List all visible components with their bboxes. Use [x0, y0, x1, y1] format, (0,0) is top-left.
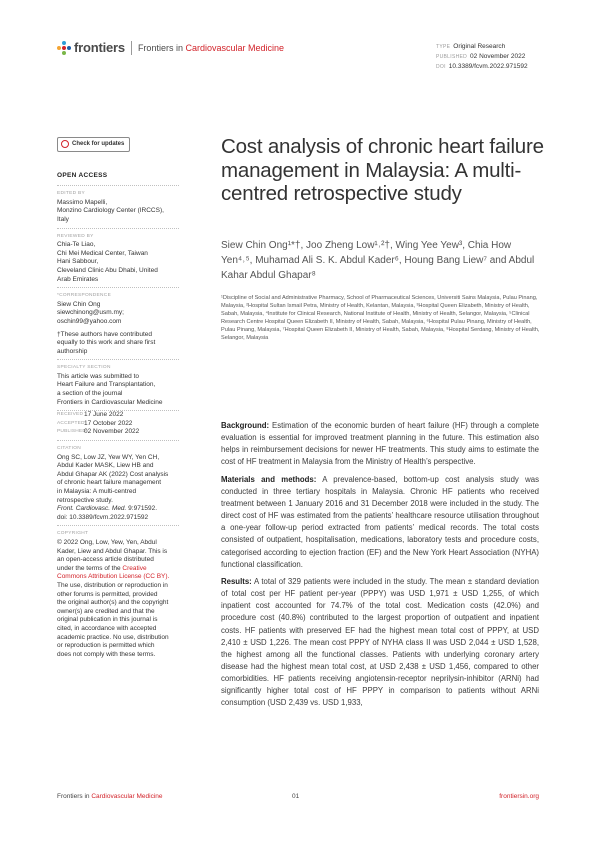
- reviewed-by-line: Cleveland Clinic Abu Dhabi, United: [57, 266, 158, 274]
- divider: [57, 287, 179, 288]
- citation-line: retrospective study.: [57, 496, 113, 504]
- frontiers-logo[interactable]: [57, 40, 284, 55]
- doi-link[interactable]: 10.3389/fcvm.2022.971592: [448, 63, 528, 70]
- edited-by-line: Monzino Cardiology Center (IRCCS),: [57, 207, 164, 215]
- citation-label: CITATION: [57, 446, 82, 452]
- journal-name: [138, 43, 284, 53]
- citation: [57, 454, 179, 523]
- email-link[interactable]: siewchinong@usm.my;: [57, 309, 124, 317]
- received-date: 17 June 2022: [84, 411, 124, 419]
- specialty-label: SPECIALTY SECTION: [57, 365, 111, 371]
- copyright-line: [57, 565, 179, 574]
- background-text: Estimation of the economic burden of heart failure (HF) through a complete evaluation is essential for improved treatment planning in the future. This estimation also helps in reimbursement decisions for newer HF treatments. This study aims to estimate the cost of HF treatment in Malaysia from the Ministry of Health’s perspective.: [221, 421, 539, 467]
- journal-accent: Cardiovascular Medicine: [185, 42, 285, 53]
- copyright-line: other forums is permitted, provided: [57, 590, 158, 598]
- citation-doi[interactable]: doi: 10.3389/fcvm.2022.971592: [57, 513, 149, 521]
- results-heading: Results:: [221, 576, 252, 586]
- abstract: [221, 420, 539, 715]
- journal-prefix: Frontiers in: [137, 42, 183, 53]
- reviewed-by-line: Arab Emirates: [57, 275, 99, 283]
- type-label: TYPE: [436, 44, 451, 50]
- author-list: Siew Chin Ong¹*†, Joo Zheng Low¹˒²†, Wing Yee Yew³, Chia How Yen⁴˒⁵, Muhamad Ali S. K. Abdul Kader⁶, Houng Bang Liew⁷ and Abdul Kahar Abdul Ghapar⁸: [221, 240, 535, 281]
- article-title: Cost analysis of chronic heart failure management in Malaysia: A multi-centred retrospective study: [221, 135, 544, 205]
- license-link[interactable]: Creative: [122, 564, 147, 572]
- copyright-line: or reproduction is permitted which: [57, 642, 155, 650]
- frontiers-logo-icon: [57, 41, 71, 55]
- copyright-line: The use, distribution or reproduction in: [57, 581, 168, 589]
- site-link[interactable]: frontiersin.org: [499, 793, 539, 800]
- divider: [57, 185, 179, 186]
- copyright-text: under the terms of the: [57, 564, 121, 572]
- footer-journal-accent: Cardiovascular Medicine: [91, 793, 163, 800]
- reviewed-by-label: REVIEWED BY: [57, 233, 94, 239]
- citation-line: Abdul Kader MASK, Liew HB and: [57, 462, 154, 470]
- check-updates-label: Check for updates: [72, 141, 125, 147]
- copyright-line: owner(s) are credited and that the: [57, 607, 155, 615]
- email-link[interactable]: oschin99@yahoo.com: [57, 317, 122, 325]
- footnote-line: equally to this work and share first: [57, 339, 156, 347]
- reviewed-by-line: Chia-Te Liao,: [57, 241, 96, 249]
- footer-journal: [57, 793, 163, 800]
- header-divider: [131, 41, 132, 55]
- copyright-line: Kader, Liew and Abdul Ghapar. This is: [57, 547, 168, 555]
- type-value: Original Research: [453, 43, 506, 50]
- footnote-line: †These authors have contributed: [57, 330, 153, 338]
- accepted-label: ACCEPTED: [57, 420, 85, 426]
- page-number: 01: [292, 793, 300, 800]
- correspondence: [57, 301, 179, 327]
- citation-line: Abdul Ghapar AK (2022) Cost analysis: [57, 470, 169, 478]
- abstract-results: [221, 576, 539, 710]
- doi-label: DOI: [436, 64, 446, 70]
- brand-name: frontiers: [74, 40, 125, 55]
- copyright-line: © 2022 Ong, Low, Yew, Yen, Abdul: [57, 538, 157, 546]
- reviewed-by-line: Hani Sabbour,: [57, 258, 99, 266]
- reviewed-by: [57, 241, 179, 284]
- article-meta: [436, 42, 528, 72]
- divider: [57, 228, 179, 229]
- edited-by-label: EDITED BY: [57, 191, 86, 197]
- footnote-line: authorship: [57, 347, 88, 355]
- received-row: [57, 411, 179, 420]
- published-label: PUBLISHED: [57, 429, 86, 435]
- copyright-line: cited, in accordance with accepted: [57, 624, 157, 632]
- citation-volume: 9:971592.: [126, 505, 158, 513]
- reviewed-by-line: Chi Mei Medical Center, Taiwan: [57, 249, 148, 257]
- abstract-methods: [221, 474, 539, 571]
- license-link[interactable]: Commons Attribution License (CC BY).: [57, 573, 170, 581]
- sidebar: [57, 137, 179, 659]
- divider: [57, 440, 179, 441]
- results-text: A total of 329 patients were included in the study. The mean ± standard deviation of total cost per HF patient per-year (PPPY) was USD 1,971 ± USD 1,255, of which inpatient cost accounted for 74.7% of the total cost. Medication costs (42.0%) and procedure cost (40.8%) contributed to the largest proportion of outpatient and inpatient costs. HF patients with preserved EF had the highest mean total cost of PPPY, at USD 2,410 ± USD 1,226. The mean cost PPPY of NYHA class II was USD 2,044 ± USD 1,528, the highest among all the functional classes. Patients with underlying coronary artery disease had the highest mean total cost, at USD 2,438 ± USD 1,456, compared to other comorbidities. HF patients receiving angiotensin-receptor neprilysin-inhibitor (ARNi) had significantly higher total cost of HF PPPY in comparison to patients without ARNi consumption (USD 2,439 vs. USD 1,933,: [221, 576, 539, 708]
- edited-by: [57, 199, 179, 225]
- copyright-line: original publication in this journal is: [57, 616, 158, 624]
- methods-heading: Materials and methods:: [221, 474, 317, 484]
- footer-journal-prefix: Frontiers in: [57, 793, 90, 800]
- citation-journal-line: [57, 505, 179, 514]
- background-heading: Background:: [221, 421, 270, 430]
- published-row: [57, 428, 179, 437]
- citation-journal: Front. Cardiovasc. Med.: [57, 505, 127, 513]
- copyright-line: an open-access article distributed: [57, 556, 154, 564]
- edited-by-line: Massimo Mapelli,: [57, 198, 108, 206]
- open-access-label: OPEN ACCESS: [57, 171, 108, 179]
- specialty-section: [57, 373, 179, 407]
- citation-line: in Malaysia: A multi-centred: [57, 488, 137, 495]
- check-for-updates-icon: [61, 140, 69, 148]
- author-footnote: [57, 331, 179, 357]
- abstract-background: [221, 420, 539, 469]
- published-value: 02 November 2022: [470, 53, 526, 60]
- affiliations: ¹Discipline of Social and Administrative Pharmacy, School of Pharmaceutical Sciences, Universiti Sains Malaysia, Pulau Pinang, Malaysia, ²Hospital Sultan Ismail Petra, Ministry of Health, Kelantan, Malaysia, ³Hospital Queen Elizabeth, Ministry of Health, Sabah, Malaysia, ⁴Institute for Clinical Research, National Institute of Health, Ministry of Health, Selangor, Malaysia, ⁵Clinical Research Centre Hospital Queen Elizabeth II, Ministry of Health, Sabah, Malaysia, ⁶Hospital Pulau Pinang, Ministry of Health, Pulau Pinang, Malaysia, ⁷Hospital Queen Elizabeth II, Ministry of Health, Sabah, Malaysia, ⁸Hospital Serdang, Ministry of Health, Selangor, Malaysia: [221, 295, 540, 341]
- accepted-row: [57, 420, 179, 429]
- citation-line: of chronic heart failure management: [57, 479, 162, 487]
- copyright-line: does not comply with these terms.: [57, 650, 156, 658]
- published-date: 02 November 2022: [84, 428, 140, 436]
- citation-line: Ong SC, Low JZ, Yew WY, Yen CH,: [57, 453, 160, 461]
- divider: [57, 359, 179, 360]
- published-label: PUBLISHED: [436, 54, 468, 60]
- divider: [57, 525, 179, 526]
- copyright-line: the original author(s) and the copyright: [57, 599, 169, 607]
- specialty-line: This article was submitted to: [57, 372, 140, 380]
- copyright-line: academic practice. No use, distribution: [57, 633, 169, 641]
- specialty-line: Heart Failure and Transplantation,: [57, 381, 156, 389]
- check-for-updates-button[interactable]: [57, 137, 130, 152]
- received-label: RECEIVED: [57, 412, 84, 418]
- methods-text: A prevalence-based, bottom-up cost analysis study was conducted in three tertiary hospitals in Malaysia. Chronic HF patients who received treatment between 1 January 2016 and 31 December 2018 were included in the study. The direct cost of HF was estimated from the patients’ healthcare resource utilisation throughout a one-year follow-up period extracted from patients’ medical records. The total costs consisted of outpatient, hospitalisation, medications, laboratory tests and procedure costs, categorised according to ejection fraction (EF) and the New York Heart Association (NYHA) functional classification.: [221, 474, 539, 569]
- correspondence-name: Siew Chin Ong: [57, 300, 101, 308]
- accepted-date: 17 October 2022: [84, 419, 133, 427]
- specialty-line: Frontiers in Cardiovascular Medicine: [57, 398, 163, 406]
- specialty-line: a section of the journal: [57, 390, 123, 398]
- correspondence-label: *CORRESPONDENCE: [57, 293, 112, 299]
- copyright: [57, 539, 179, 659]
- edited-by-line: Italy: [57, 215, 69, 223]
- copyright-label: COPYRIGHT: [57, 531, 89, 537]
